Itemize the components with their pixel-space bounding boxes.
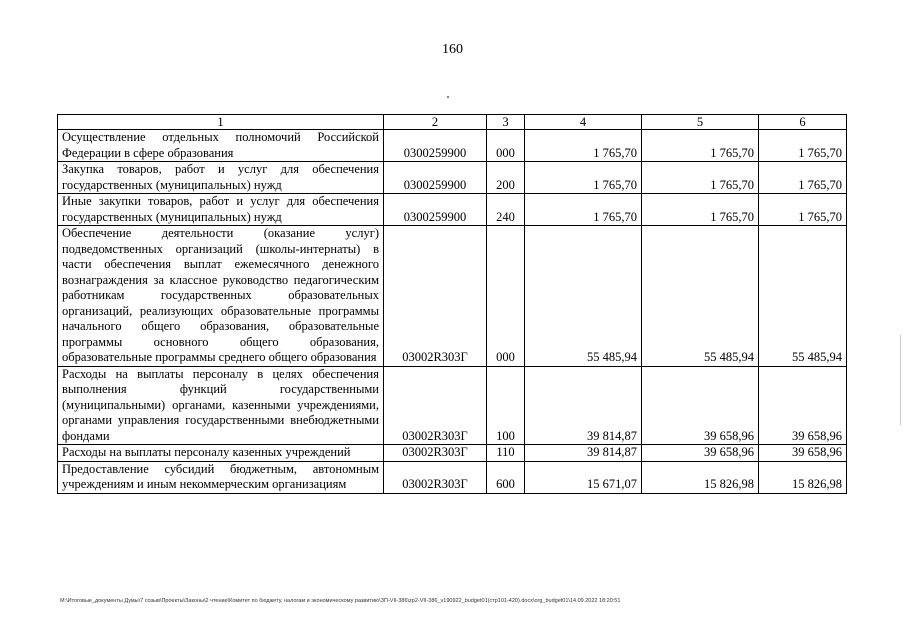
row-code: 0300259900 <box>384 194 487 226</box>
row-value-2: 1 765,70 <box>642 162 759 194</box>
page-number: 160 <box>442 42 463 57</box>
row-value-1: 55 485,94 <box>525 226 642 367</box>
row-code: 03002R303Г <box>384 226 487 367</box>
row-name: Расходы на выплаты персоналу казенных учреждений <box>58 445 384 462</box>
scan-dot <box>447 96 449 98</box>
row-value-1: 1 765,70 <box>525 130 642 162</box>
row-expense-type: 100 <box>487 366 525 445</box>
row-value-2: 15 826,98 <box>642 461 759 493</box>
row-value-3: 1 765,70 <box>759 194 847 226</box>
table-row <box>58 461 847 493</box>
row-value-3: 39 658,96 <box>759 445 847 462</box>
table-header-row <box>58 115 847 130</box>
table-row <box>58 194 847 226</box>
column-header: 2 <box>384 115 487 130</box>
row-value-1: 15 671,07 <box>525 461 642 493</box>
row-value-2: 55 485,94 <box>642 226 759 367</box>
row-expense-type: 000 <box>487 226 525 367</box>
row-expense-type: 600 <box>487 461 525 493</box>
table-row <box>58 162 847 194</box>
row-expense-type: 000 <box>487 130 525 162</box>
row-code: 0300259900 <box>384 130 487 162</box>
row-value-1: 39 814,87 <box>525 445 642 462</box>
row-value-1: 39 814,87 <box>525 366 642 445</box>
row-value-1: 1 765,70 <box>525 162 642 194</box>
budget-table <box>57 114 847 494</box>
row-name: Осуществление отдельных полномочий Российской Федерации в сфере образования <box>58 130 384 162</box>
row-value-3: 55 485,94 <box>759 226 847 367</box>
row-name: Обеспечение деятельности (оказание услуг) подведомственных организаций (школы-интернаты) в части обеспечения выплат ежемесячного денежного вознаграждения за классное руководство педагогическим работникам государственных образовательных организаций, реализующих образовательные программы начального общего образования, образовательные программы основного общего образования, образовательные программы среднего общего образования <box>58 226 384 367</box>
row-code: 0300259900 <box>384 162 487 194</box>
row-name: Иные закупки товаров, работ и услуг для обеспечения государственных (муниципальных) нужд <box>58 194 384 226</box>
row-name: Предоставление субсидий бюджетным, автономным учреждениям и иным некоммерческим организациям <box>58 461 384 493</box>
row-value-3: 1 765,70 <box>759 130 847 162</box>
row-code: 03002R303Г <box>384 461 487 493</box>
row-name: Расходы на выплаты персоналу в целях обеспечения выполнения функций государственными (муниципальными) органами, казенными учреждениями, органами управления государственными внебюджетными фондами <box>58 366 384 445</box>
row-value-3: 39 658,96 <box>759 366 847 445</box>
table-row <box>58 130 847 162</box>
column-header: 6 <box>759 115 847 130</box>
table-row <box>58 226 847 367</box>
row-value-2: 1 765,70 <box>642 194 759 226</box>
row-code: 03002R303Г <box>384 445 487 462</box>
row-value-2: 39 658,96 <box>642 445 759 462</box>
column-header: 5 <box>642 115 759 130</box>
row-expense-type: 110 <box>487 445 525 462</box>
scan-edge-mark <box>900 335 901 425</box>
row-value-2: 39 658,96 <box>642 366 759 445</box>
row-expense-type: 200 <box>487 162 525 194</box>
row-value-1: 1 765,70 <box>525 194 642 226</box>
column-header: 4 <box>525 115 642 130</box>
table-row <box>58 445 847 462</box>
table-row <box>58 366 847 445</box>
column-header: 1 <box>58 115 384 130</box>
column-header: 3 <box>487 115 525 130</box>
row-value-2: 1 765,70 <box>642 130 759 162</box>
row-code: 03002R303Г <box>384 366 487 445</box>
row-value-3: 1 765,70 <box>759 162 847 194</box>
row-value-3: 15 826,98 <box>759 461 847 493</box>
row-expense-type: 240 <box>487 194 525 226</box>
file-path-footer: M:\Итоговые_документы Думы\7 созыв\Проекты\Законы\2 чтение\Комитет по бюджету, налогам и экономическому развитию\ЗП-VII-386\zp2-VII-386_v190922_budget01(стр101-420).docx\org_budget01\14.09.2022 18:20:51 <box>60 598 621 604</box>
row-name: Закупка товаров, работ и услуг для обеспечения государственных (муниципальных) нужд <box>58 162 384 194</box>
